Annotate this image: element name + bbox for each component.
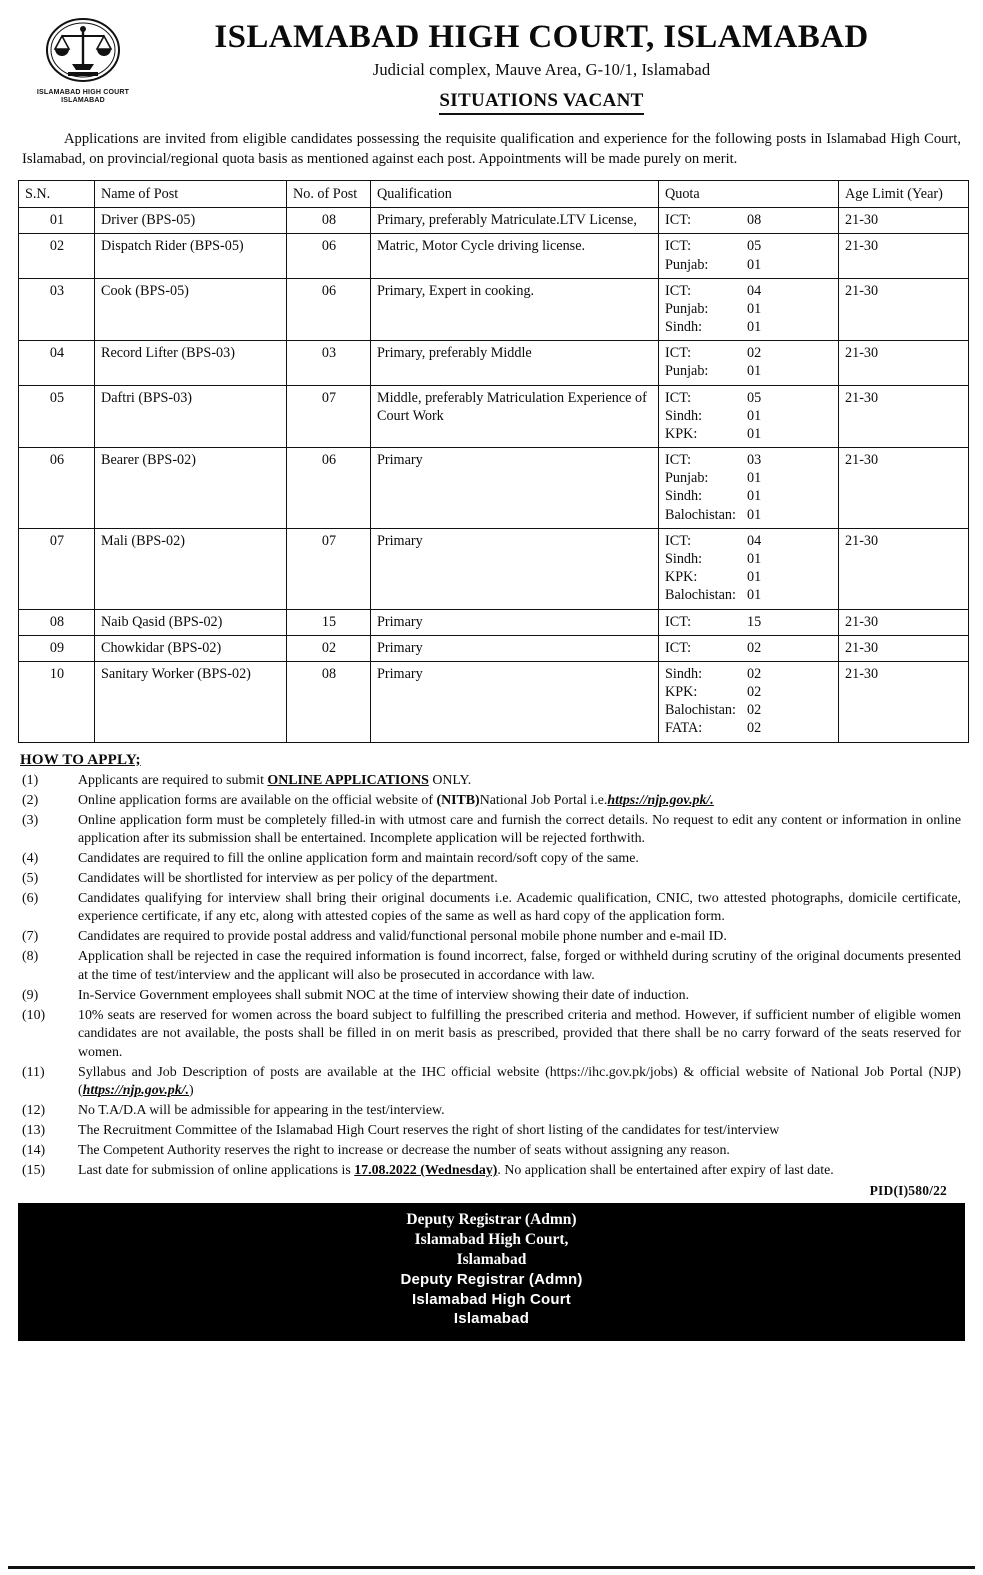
quota-entry [665,639,833,657]
item-number: (2) [22,792,39,808]
table-row [19,609,969,635]
table-row [19,385,969,448]
quota-region: ICT: [665,282,692,299]
col-header-sn: S.N. [19,181,95,208]
cell-age-limit: 21-30 [839,448,969,529]
pid-number: PID(I)580/22 [869,1182,947,1198]
quota-entry [665,389,833,407]
quota-entry [665,211,833,229]
quota-region: ICT: [665,613,692,630]
cell-qualification: Matric, Motor Cycle driving license. [371,234,659,278]
item-number: (4) [22,850,39,866]
cell-number-of-posts: 02 [287,635,371,661]
table-row [19,661,969,742]
org-address: Judicial complex, Mauve Area, G-10/1, Islamabad [372,59,711,79]
quota-count: 01 [747,256,762,273]
quota-region: Punjab: [665,300,709,317]
cell-post-name: Daftri (BPS-03) [95,385,287,448]
cell-age-limit: 21-30 [839,635,969,661]
cell-age-limit: 21-30 [839,385,969,448]
item-number: (5) [22,870,39,886]
quota-region: Balochistan: [665,506,736,523]
quota-entry [665,300,833,318]
quota-count: 02 [747,684,762,701]
cell-number-of-posts: 06 [287,278,371,341]
how-to-apply-item [20,850,965,868]
signature-line-3: Islamabad [456,1251,527,1268]
item-number: (14) [22,1143,46,1159]
how-to-apply-item [20,1064,965,1101]
quota-count: 15 [747,613,762,630]
item-number: (7) [22,929,39,945]
signature-line-2: Islamabad High Court, [414,1230,569,1248]
quota-count: 08 [747,212,762,229]
how-to-apply-item [20,1142,965,1160]
quota-count: 01 [747,587,762,604]
item-number: (9) [22,987,39,1003]
table-row [19,448,969,529]
signature-line-1: Deputy Registrar (Admn) [406,1210,577,1228]
quota-entry [665,683,833,701]
item-number: (6) [22,890,39,906]
court-crest [18,14,148,105]
item-text: 10% seats are reserved for women across the board subject to fulfilling the prescribed criteria and method. However, if sufficient number of eligible women candidates are not available, the posts shall be filled in on merit basis as prescribed, provided that there shall be no carry forward of the seats reserved for women. [78,1007,961,1060]
posts-table [18,180,969,742]
how-to-apply-item [20,890,965,927]
cell-post-name: Mali (BPS-02) [95,528,287,609]
page-title: ISLAMABAD HIGH COURT, ISLAMABAD [214,19,869,55]
quota-region: KPK: [665,569,698,586]
quota-count: 02 [747,345,762,362]
quota-region: ICT: [665,452,692,469]
cell-age-limit: 21-30 [839,609,969,635]
cell-age-limit: 21-30 [839,278,969,341]
cell-age-limit: 21-30 [839,528,969,609]
quota-region: Sindh: [665,665,703,682]
table-header-row [19,181,969,208]
cell-sn: 04 [19,341,95,385]
quota-count: 04 [747,282,762,299]
quota-count: 01 [747,506,762,523]
cell-post-name: Chowkidar (BPS-02) [95,635,287,661]
item-text: Candidates are required to fill the online application form and maintain record/soft copy of the same. [78,850,639,866]
quota-region: Sindh: [665,319,703,336]
crest-caption-line2: ISLAMABAD [61,97,105,105]
item-number: (8) [22,949,39,965]
how-to-apply-item [20,1007,965,1062]
col-header-quota: Quota [659,181,839,208]
cell-quota [659,448,839,529]
col-header-name: Name of Post [95,181,287,208]
cell-post-name: Sanitary Worker (BPS-02) [95,661,287,742]
item-text: The Recruitment Committee of the Islamabad High Court reserves the right of short listing of the candidates for test/interview [78,1123,780,1139]
quota-count: 05 [747,389,762,406]
item-text: Candidates are required to provide postal address and valid/functional personal mobile phone number and e-mail ID. [78,929,727,945]
quota-region: FATA: [665,720,703,737]
quota-region: KPK: [665,684,698,701]
quota-region: Sindh: [665,488,703,505]
item-text: Candidates qualifying for interview shall bring their original documents i.e. Academic qualification, CNIC, two attested photographs, domicile certificate, experience certificate, if any etc, along with attested copies of the same as well as hard copy of the application form. [78,890,961,925]
cell-number-of-posts: 03 [287,341,371,385]
quota-region: ICT: [665,345,692,362]
how-to-apply-item [20,792,965,810]
quota-count: 04 [747,532,762,549]
item-number: (13) [22,1123,46,1139]
header-text [148,14,965,115]
how-to-apply-item [20,928,965,946]
cell-qualification: Primary, preferably Matriculate.LTV License, [371,208,659,234]
cell-number-of-posts: 06 [287,448,371,529]
quota-entry [665,550,833,568]
quota-entry [665,237,833,255]
cell-quota [659,609,839,635]
table-row [19,208,969,234]
quota-count: 01 [747,488,762,505]
quota-count: 01 [747,319,762,336]
cell-qualification: Middle, preferably Matriculation Experience of Court Work [371,385,659,448]
item-text: Syllabus and Job Description of posts are available at the IHC official website (https://ihc.gov.pk/jobs) & official website of National Job Portal (NJP) (https://njp.gov.pk/.) [78,1064,961,1099]
item-number: (10) [22,1007,46,1023]
quota-entry [665,362,833,380]
cell-post-name: Naib Qasid (BPS-02) [95,609,287,635]
quota-entry [665,506,833,524]
item-text: Last date for submission of online applications is 17.08.2022 (Wednesday). No application shall be entertained after expiry of last date. [78,1163,834,1179]
cell-quota [659,385,839,448]
quota-entry [665,701,833,719]
cell-qualification: Primary [371,635,659,661]
table-row [19,234,969,278]
quota-entry [665,665,833,683]
cell-quota [659,234,839,278]
cell-qualification: Primary, preferably Middle [371,341,659,385]
quota-region: Punjab: [665,256,709,273]
cell-qualification: Primary [371,528,659,609]
quota-entry [665,613,833,631]
quota-count: 01 [747,300,762,317]
how-to-apply-heading: HOW TO APPLY; [20,751,141,768]
quota-count: 01 [747,363,762,380]
table-row [19,635,969,661]
quota-region: Punjab: [665,363,709,380]
cell-post-name: Bearer (BPS-02) [95,448,287,529]
table-row [19,341,969,385]
quota-entry [665,451,833,469]
how-to-apply-item [20,1102,965,1120]
cell-number-of-posts: 06 [287,234,371,278]
col-header-no: No. of Post [287,181,371,208]
col-header-qualification: Qualification [371,181,659,208]
intro-text: Applications are invited from eligible candidates possessing the requisite qualification and experience for the following posts in Islamabad High Court, Islamabad, on provincial/regional quota basis as mentioned against each post. Appointments will be made purely on merit. [22,130,961,168]
cell-number-of-posts: 08 [287,661,371,742]
signature-line-5: Islamabad High Court [411,1290,572,1308]
quota-entry [665,282,833,300]
quota-region: Sindh: [665,407,703,424]
quota-entry [665,407,833,425]
cell-age-limit: 21-30 [839,341,969,385]
cell-sn: 02 [19,234,95,278]
quota-count: 02 [747,639,762,656]
how-to-apply-item [20,812,965,849]
how-to-apply-list [20,772,965,1181]
quota-region: ICT: [665,238,692,255]
banner-situations-vacant: SITUATIONS VACANT [439,90,643,115]
scales-of-justice-icon [44,16,122,88]
item-text: The Competent Authority reserves the right to increase or decrease the number of seats without assigning any reason. [78,1143,730,1159]
cell-sn: 09 [19,635,95,661]
quota-count: 02 [747,665,762,682]
item-text: Online application forms are available on the official website of (NITB)National Job Portal i.e.https://njp.gov.pk/. [78,792,714,808]
quota-count: 02 [747,720,762,737]
how-to-apply-item [20,948,965,985]
how-to-apply-item [20,870,965,888]
quota-entry [665,469,833,487]
cell-qualification: Primary [371,661,659,742]
cell-quota [659,635,839,661]
quota-entry [665,719,833,737]
cell-qualification: Primary, Expert in cooking. [371,278,659,341]
quota-region: ICT: [665,639,692,656]
cell-age-limit: 21-30 [839,208,969,234]
cell-qualification: Primary [371,448,659,529]
signature-line-6: Islamabad [453,1310,530,1328]
item-text: In-Service Government employees shall submit NOC at the time of interview showing their date of induction. [78,987,690,1003]
crest-caption-line1: ISLAMABAD HIGH COURT [36,89,130,96]
intro-paragraph [22,129,961,170]
cell-quota [659,661,839,742]
cell-sn: 07 [19,528,95,609]
cell-quota [659,278,839,341]
cell-post-name: Dispatch Rider (BPS-05) [95,234,287,278]
quota-count: 02 [747,702,762,719]
cell-number-of-posts: 07 [287,385,371,448]
quota-region: Punjab: [665,470,709,487]
cell-number-of-posts: 15 [287,609,371,635]
cell-number-of-posts: 07 [287,528,371,609]
quota-entry [665,425,833,443]
quota-count: 03 [747,452,762,469]
quota-entry [665,318,833,336]
cell-sn: 03 [19,278,95,341]
how-to-apply-item [20,987,965,1005]
cell-quota [659,341,839,385]
item-number: (11) [22,1064,45,1080]
quota-entry [665,344,833,362]
item-text: Online application form must be completely filled-in with utmost care and furnish the correct details. No request to edit any content or information in online application after its submission shall be entertained. Incomplete application will be rejected forthwith. [78,812,961,846]
cell-sn: 05 [19,385,95,448]
cell-post-name: Driver (BPS-05) [95,208,287,234]
item-number: (3) [22,812,39,828]
item-text: Candidates will be shortlisted for interview as per policy of the department. [78,870,498,886]
cell-sn: 06 [19,448,95,529]
quota-count: 01 [747,569,762,586]
cell-quota [659,208,839,234]
signature-block [18,1203,965,1341]
quota-region: Balochistan: [665,702,736,719]
quota-region: Sindh: [665,551,703,567]
cell-quota [659,528,839,609]
quota-region: ICT: [665,532,692,549]
quota-count: 01 [747,407,762,424]
cell-age-limit: 21-30 [839,234,969,278]
quota-entry [665,568,833,586]
quota-count: 05 [747,238,762,255]
signature-line-4: Deputy Registrar (Admn) [400,1271,583,1289]
quota-count: 01 [747,425,762,442]
table-row [19,528,969,609]
cell-age-limit: 21-30 [839,661,969,742]
crest-caption [18,89,148,105]
quota-region: KPK: [665,425,698,442]
how-to-apply-item [20,1162,965,1180]
item-number: (15) [22,1163,46,1179]
footer-rule [8,1566,975,1569]
cell-qualification: Primary [371,609,659,635]
quota-count: 01 [747,470,762,487]
cell-post-name: Record Lifter (BPS-03) [95,341,287,385]
item-text: No T.A/D.A will be admissible for appearing in the test/interview. [78,1103,445,1119]
quota-count: 01 [747,551,762,567]
how-to-apply-item [20,1122,965,1140]
quota-region: Balochistan: [665,587,736,604]
item-number: (12) [22,1103,46,1119]
quota-entry [665,256,833,274]
quota-region: ICT: [665,212,692,229]
item-number: (1) [22,772,39,788]
document-header [18,8,965,115]
cell-sn: 01 [19,208,95,234]
cell-number-of-posts: 08 [287,208,371,234]
quota-entry [665,586,833,604]
item-text: Applicants are required to submit ONLINE APPLICATIONS ONLY. [78,772,472,788]
col-header-age: Age Limit (Year) [839,181,969,208]
quota-region: ICT: [665,389,692,406]
quota-entry [665,487,833,505]
table-row [19,278,969,341]
how-to-apply-item [20,772,965,790]
item-text: Application shall be rejected in case the required information is found incorrect, false, forged or withheld during scrutiny of the original documents presented at the time of test/interview and the applicant will also be prosecuted in accordance with law. [78,949,961,983]
cell-sn: 08 [19,609,95,635]
cell-post-name: Cook (BPS-05) [95,278,287,341]
cell-sn: 10 [19,661,95,742]
quota-entry [665,532,833,550]
